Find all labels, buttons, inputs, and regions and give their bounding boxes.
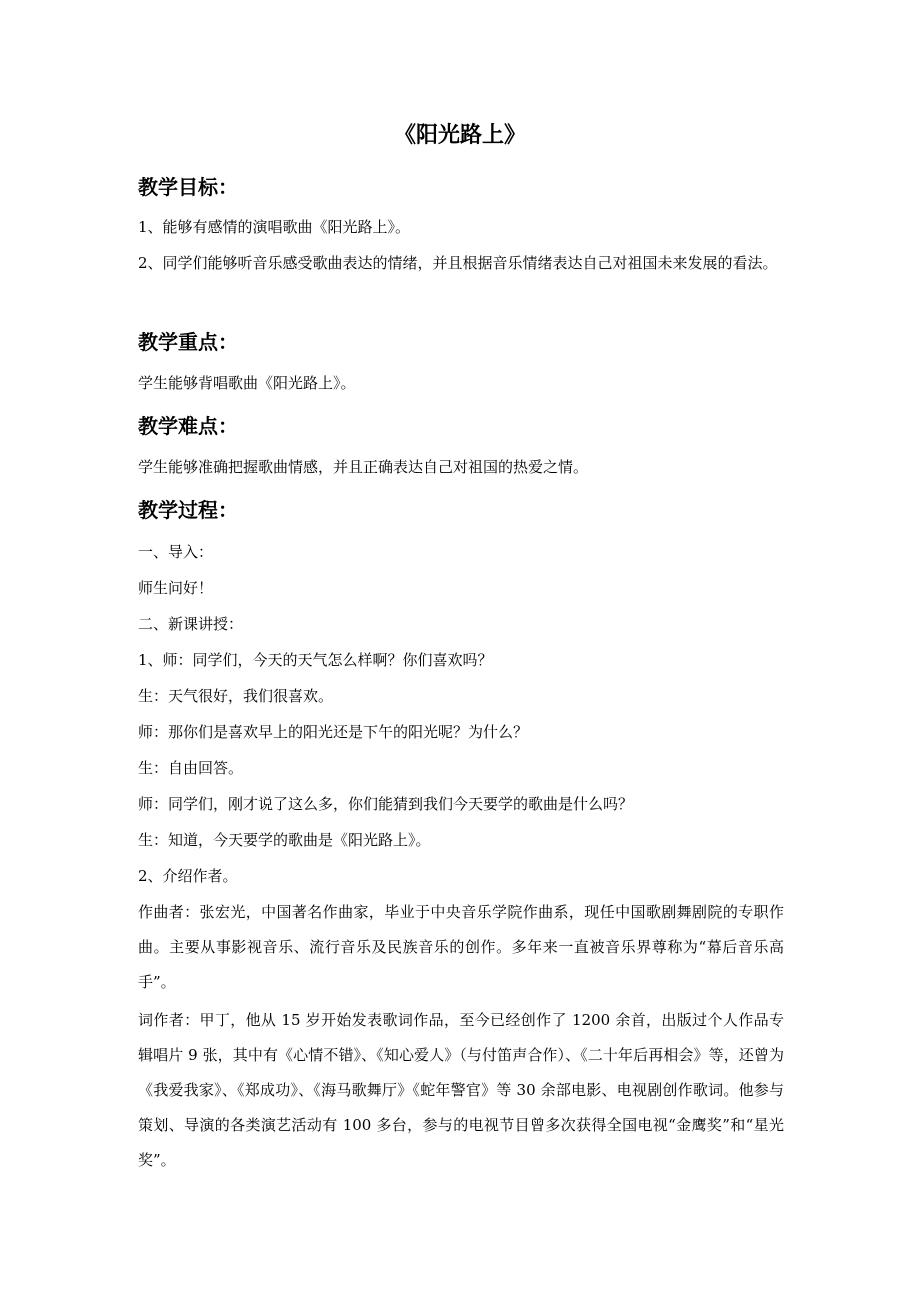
composer-paragraph: 作曲者：张宏光，中国著名作曲家，毕业于中央音乐学院作曲系，现任中国歌剧舞剧院的专职作曲。主要从事影视音乐、流行音乐及民族音乐的创作。多年来一直被音乐界尊称为“幕后音乐高手”。 [138, 903, 784, 991]
process-line: 一、导入： [138, 543, 214, 561]
process-line: 生：自由回答。 [138, 759, 244, 777]
lyricist-paragraph: 词作者：甲丁，他从 15 岁开始发表歌词作品，至今已经创作了 1200 余首，出版过个人作品专辑唱片 9 张，其中有《心情不错》、《知心爱人》（与付笛声合作）、《二十年后再相会》等，还曾为《我爱我家》、《郑成功》、《海马歌舞厅》《蛇年警官》等 30 余部电影、电视剧创作歌词。他参与策划、导演的各类演艺活动有 100 多台，参与的电视节目曾多次获得全国电视“金鹰奖”和“星光奖”。 [138, 1011, 784, 1169]
process-line: 生：知道，今天要学的歌曲是《阳光路上》。 [138, 831, 431, 849]
difficulties-heading: 教学难点： [138, 414, 238, 438]
process-line: 二、新课讲授： [138, 615, 244, 633]
process-line: 2、介绍作者。 [138, 867, 238, 885]
objective-item-1: 1、能够有感情的演唱歌曲《阳光路上》。 [138, 218, 411, 236]
difficulties-text: 学生能够准确把握歌曲情感，并且正确表达自己对祖国的热爱之情。 [138, 458, 589, 476]
objective-item-2: 2、同学们能够听音乐感受歌曲表达的情绪，并且根据音乐情绪表达自己对祖国未来发展的看法。 [138, 254, 778, 272]
process-line: 师：那你们是喜欢早上的阳光还是下午的阳光呢？为什么？ [138, 723, 529, 741]
document-title: 《阳光路上》 [393, 123, 526, 148]
objectives-heading: 教学目标： [138, 175, 238, 199]
process-line: 师：同学们，刚才说了这么多，你们能猜到我们今天要学的歌曲是什么吗？ [138, 795, 634, 813]
process-line: 1、师：同学们，今天的天气怎么样啊？你们喜欢吗？ [138, 651, 493, 669]
key-points-heading: 教学重点： [138, 330, 238, 354]
key-points-text: 学生能够背唱歌曲《阳光路上》。 [138, 374, 356, 392]
process-heading: 教学过程： [138, 498, 238, 522]
process-line: 师生问好！ [138, 579, 214, 597]
process-line: 生：天气很好，我们很喜欢。 [138, 687, 334, 705]
